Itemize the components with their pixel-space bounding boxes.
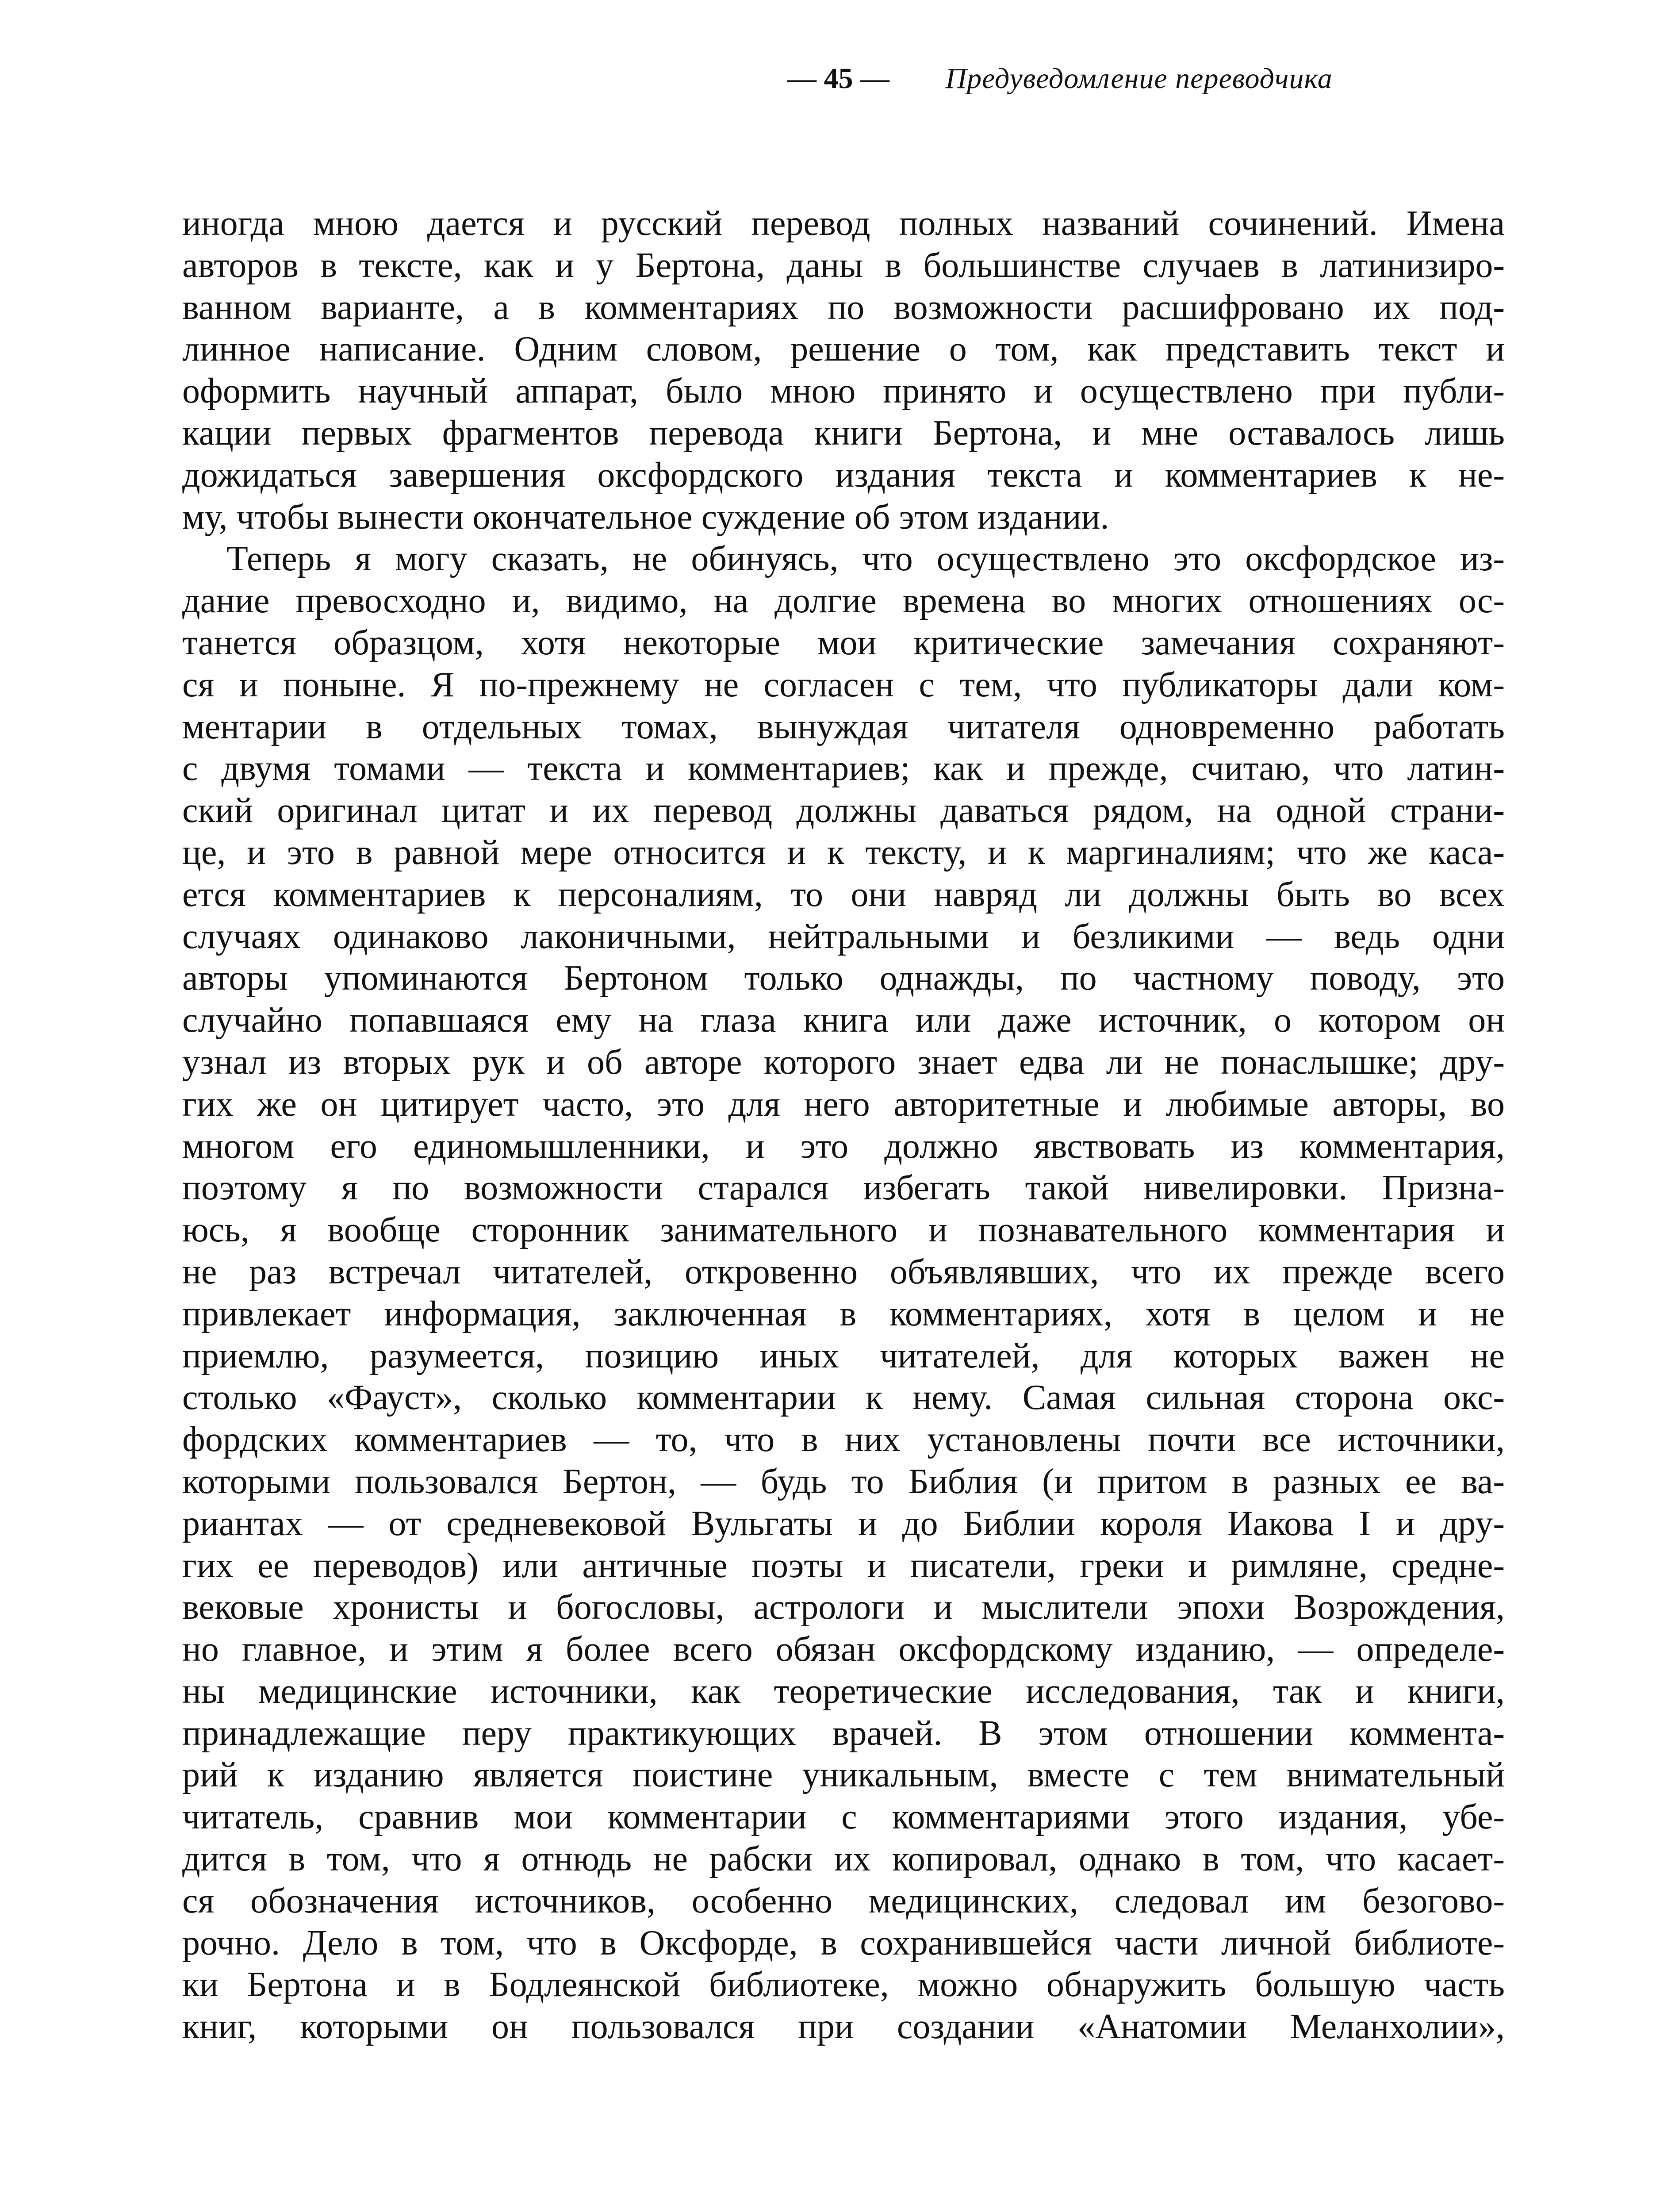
text-line: но главное, и этим я более всего обязан оксфордскому изданию, — определе-	[182, 1630, 1505, 1669]
text-line: оформить научный аппарат, было мною принято и осуществлено при публи-	[182, 372, 1505, 411]
text-line: многом его единомышленники, и это должно явствовать из комментария,	[182, 1126, 1505, 1166]
text-line: рочно. Дело в том, что в Оксфорде, в сохранившейся части личной библиоте-	[182, 1923, 1505, 1962]
running-head-title: Предуведомление переводчика	[945, 62, 1333, 95]
text-line: кации первых фрагментов перевода книги Бертона, и мне оставалось лишь	[182, 413, 1505, 453]
text-line: ся и поныне. Я по-прежнему не согласен с тем, что публикаторы дали ком-	[182, 665, 1505, 704]
text-line: авторы упоминаются Бертоном только однажды, по частному поводу, это	[182, 959, 1505, 998]
text-line: рий к изданию является поистине уникальным, вместе с тем внимательный	[182, 1755, 1505, 1795]
text-line: случаях одинаково лаконичными, нейтральными и безликими — ведь одни	[182, 917, 1505, 956]
text-line: поэтому я по возможности старался избегать такой нивелировки. Призна-	[182, 1168, 1505, 1208]
text-line: дожидаться завершения оксфордского издания текста и комментариев к не-	[182, 455, 1505, 495]
text-line: дится в том, что я отнюдь не рабски их копировал, однако в том, что касает-	[182, 1839, 1505, 1879]
text-line: линное написание. Одним словом, решение о том, как представить текст и	[182, 330, 1505, 369]
text-line: ванном варианте, а в комментариях по возможности расшифровано их под-	[182, 288, 1505, 327]
text-line: которыми пользовался Бертон, — будь то Библия (и притом в разных ее ва-	[182, 1462, 1505, 1501]
text-line: гих ее переводов) или античные поэты и писатели, греки и римляне, средне-	[182, 1546, 1505, 1585]
text-line: случайно попавшаяся ему на глаза книга или даже источник, о котором он	[182, 1001, 1505, 1040]
text-line: ны медицинские источники, как теоретические исследования, так и книги,	[182, 1671, 1505, 1711]
text-line: ется комментариев к персоналиям, то они навряд ли должны быть во всех	[182, 875, 1505, 914]
text-line: фордских комментариев — то, что в них установлены почти все источники,	[182, 1420, 1505, 1459]
paragraph-end-line: му, чтобы вынести окончательное суждение об этом издании.	[182, 497, 1109, 537]
text-line: дание превосходно и, видимо, на долгие времена во многих отношениях ос-	[182, 581, 1505, 621]
text-line: с двумя томами — текста и комментариев; как и прежде, считаю, что латин-	[182, 749, 1505, 788]
text-line: танется образцом, хотя некоторые мои критические замечания сохраняют-	[182, 623, 1505, 662]
text-line: узнал из вторых рук и об авторе которого знает едва ли не понаслышке; дру-	[182, 1042, 1505, 1082]
text-line: ский оригинал цитат и их перевод должны даваться рядом, на одной страни-	[182, 791, 1505, 830]
text-line: риантах — от средневековой Вульгаты и до Библии короля Иакова I и дру-	[182, 1504, 1505, 1543]
running-head	[787, 62, 1539, 106]
text-line: юсь, я вообще сторонник занимательного и познавательного комментария и	[182, 1210, 1505, 1250]
text-line: ментарии в отдельных томах, вынуждая читателя одновременно работать	[182, 707, 1505, 746]
page-number: — 45 —	[787, 62, 889, 95]
text-line: ки Бертона и в Бодлеянской библиотеке, можно обнаружить большую часть	[182, 1965, 1505, 2005]
text-line: привлекает информация, заключенная в комментариях, хотя в целом и не	[182, 1294, 1505, 1333]
text-line: вековые хронисты и богословы, астрологи и мыслители эпохи Возрождения,	[182, 1588, 1505, 1627]
text-line: авторов в тексте, как и у Бертона, даны в большинстве случаев в латинизиро-	[182, 246, 1505, 285]
text-line: не раз встречал читателей, откровенно объявлявших, что их прежде всего	[182, 1252, 1505, 1291]
text-line: принадлежащие перу практикующих врачей. В этом отношении коммента-	[182, 1713, 1505, 1753]
body-text	[182, 203, 1505, 2048]
text-line: читатель, сравнив мои комментарии с комментариями этого издания, убе-	[182, 1797, 1505, 1837]
text-line: приемлю, разумеется, позицию иных читателей, для которых важен не	[182, 1336, 1505, 1375]
text-line: це, и это в равной мере относится и к тексту, и к маргиналиям; что же каса-	[182, 833, 1505, 872]
text-line: книг, которыми он пользовался при создании «Анатомии Меланхолии»,	[182, 2007, 1505, 2047]
text-line: ся обозначения источников, особенно медицинских, следовал им безогово-	[182, 1881, 1505, 1920]
text-line: столько «Фауст», сколько комментарии к нему. Самая сильная сторона окс-	[182, 1378, 1505, 1417]
paragraph-start-line: Теперь я могу сказать, не обинуясь, что осуществлено это оксфордское из-	[226, 539, 1505, 579]
text-line: гих же он цитирует часто, это для него авторитетные и любимые авторы, во	[182, 1084, 1505, 1124]
text-line: иногда мною дается и русский перевод полных названий сочинений. Имена	[182, 204, 1505, 243]
